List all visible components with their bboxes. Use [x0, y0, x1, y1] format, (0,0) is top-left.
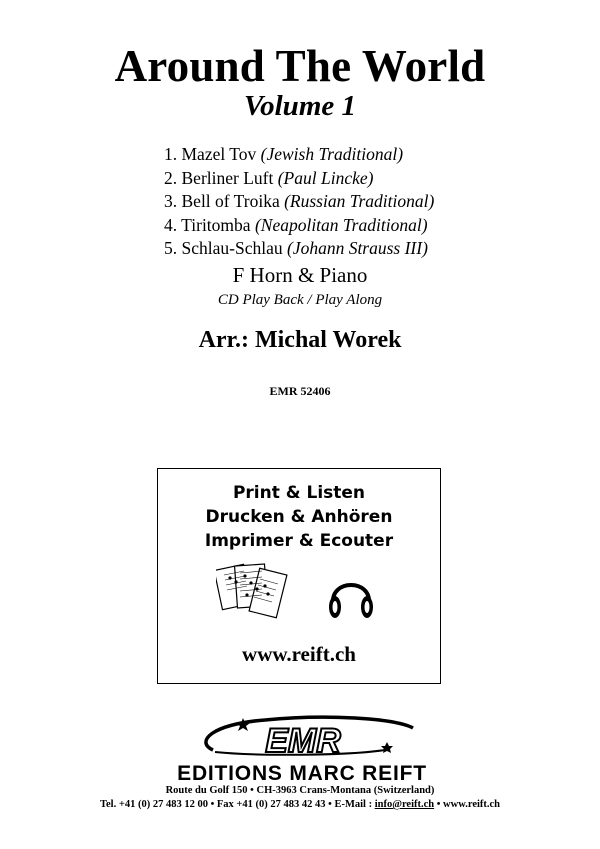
track-composer: (Neapolitan Traditional) — [254, 214, 428, 235]
print-listen-text — [158, 481, 440, 553]
track-composer: (Johann Strauss III) — [286, 238, 428, 258]
publisher-contact — [0, 798, 600, 812]
print-listen-line: Drucken & Anhören — [205, 507, 393, 527]
track-list — [164, 143, 434, 261]
track-title: 1. Mazel Tov — [164, 144, 257, 164]
track-title: 4. Tiritomba — [164, 214, 251, 235]
track-item — [164, 143, 434, 167]
headphones-icon — [326, 569, 376, 623]
track-composer: (Russian Traditional) — [284, 191, 435, 211]
page-title: Around The World — [114, 41, 486, 91]
emr-logo — [155, 712, 450, 790]
catalog-code: EMR 52406 — [269, 384, 331, 398]
print-listen-line: Imprimer & Ecouter — [204, 531, 394, 551]
sheet-music-icon — [216, 561, 288, 629]
publisher-address: Route du Golf 150 • CH-3963 Crans-Montana (Switzerland) — [165, 785, 435, 796]
arranger: Arr.: Michal Worek — [198, 327, 402, 353]
instrumentation: F Horn & Piano — [232, 263, 368, 287]
track-item — [164, 214, 434, 238]
track-composer: (Paul Lincke) — [277, 167, 374, 188]
track-item — [164, 167, 434, 191]
track-title: 3. Bell of Troika — [164, 191, 280, 211]
contact-phone-fax: Tel. +41 (0) 27 483 12 00 • Fax +41 (0) 27 483 42 43 • E-Mail : — [99, 799, 375, 810]
track-title: 2. Berliner Luft — [164, 167, 274, 188]
publisher-name: EDITIONS MARC REIFT — [177, 762, 427, 785]
cd-note: CD Play Back / Play Along — [217, 292, 383, 308]
print-listen-line: Print & Listen — [232, 483, 366, 503]
track-item — [164, 190, 434, 214]
contact-website: • www.reift.ch — [434, 799, 501, 810]
track-composer: (Jewish Traditional) — [260, 144, 404, 164]
volume-subtitle: Volume 1 — [244, 90, 356, 122]
print-listen-box — [157, 468, 441, 684]
logo-emr-text: EMR — [265, 722, 341, 760]
email-link[interactable]: info@reift.ch — [374, 799, 435, 810]
website-url: www.reift.ch — [242, 642, 356, 666]
track-item — [164, 237, 434, 261]
track-title: 5. Schlau-Schlau — [164, 238, 283, 258]
